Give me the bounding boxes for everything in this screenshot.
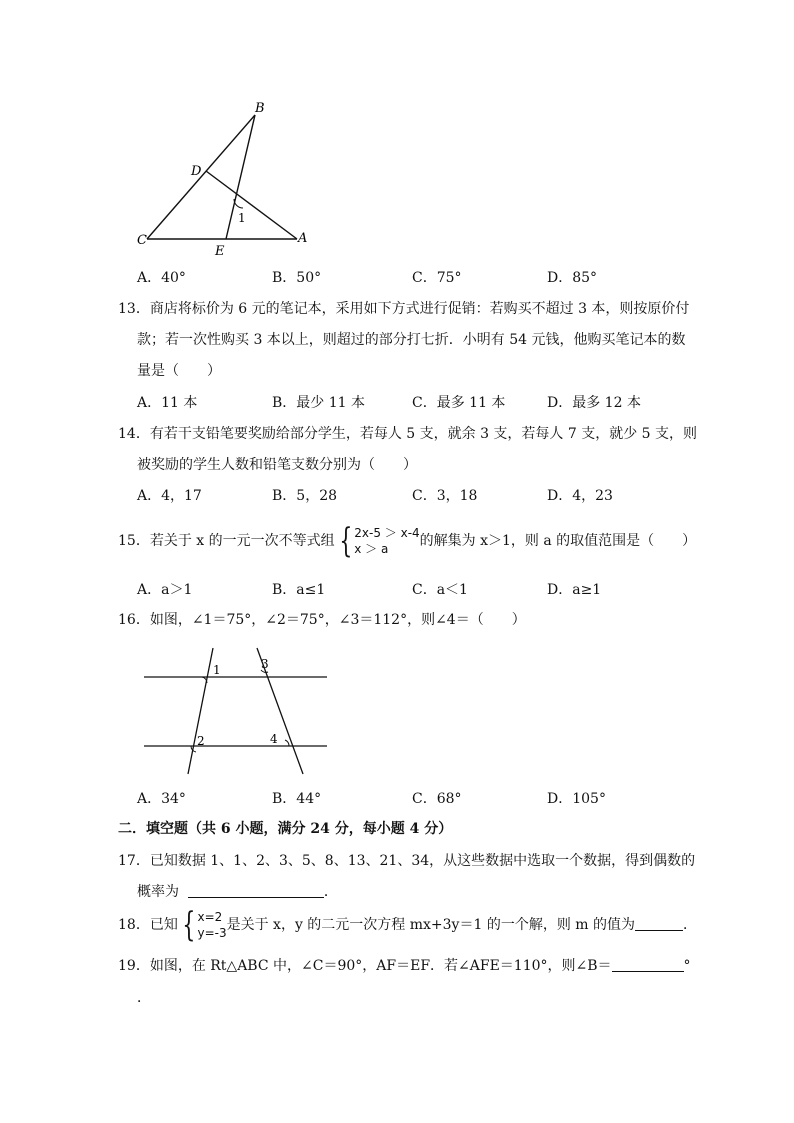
triangle-figure	[135, 95, 315, 260]
q15-option-d: D．a≥1	[547, 582, 602, 598]
q17-line-2	[137, 882, 338, 902]
label-angle-2: 2	[197, 734, 205, 748]
q16-line-1: 16．如图，∠1＝75°，∠2＝75°，∠3＝112°，则∠4＝（ ）	[118, 612, 526, 628]
q14-option-b: B．5，28	[272, 488, 338, 504]
angle-4-arc	[285, 740, 289, 746]
label-d: D	[191, 164, 202, 179]
q16-option-d: D．105°	[547, 791, 606, 807]
q15-row-2: x ＞ a	[354, 542, 389, 556]
label-b: B	[255, 101, 265, 116]
q17-end: ．	[323, 884, 338, 900]
left-transversal	[188, 648, 213, 774]
label-angle-1: 1	[213, 663, 221, 677]
q15-line	[118, 521, 696, 561]
q19-text: 19．如图，在 Rt△ABC 中，∠C＝90°，AF＝EF．若∠AFE＝110°，则∠B＝	[118, 958, 612, 974]
q18-row-1: x=2	[197, 910, 223, 924]
q13-option-d: D．最多 12 本	[547, 395, 641, 411]
q16-option-b: B．44°	[272, 791, 322, 807]
q18-prefix: 18．已知	[118, 917, 178, 933]
q13-line-3: 量是（ ）	[137, 363, 221, 379]
label-angle-1: 1	[238, 211, 246, 225]
q16-option-c: C．68°	[412, 791, 462, 807]
q12-option-c: C．75°	[412, 270, 462, 286]
q17-answer-blank[interactable]	[188, 883, 324, 898]
label-angle-3: 3	[261, 657, 269, 671]
q19-degree: °	[683, 958, 691, 974]
q18-suffix: 是关于 x，y 的二元一次方程 mx+3y＝1 的一个解，则 m 的值为	[226, 917, 635, 933]
q15-option-a: A．a＞1	[137, 582, 193, 598]
q13-option-a: A．11 本	[137, 395, 198, 411]
q14-option-a: A．4，17	[137, 488, 202, 504]
label-angle-4: 4	[270, 732, 278, 746]
q15-option-b: B．a≤1	[272, 582, 326, 598]
brace-icon: {	[338, 521, 352, 561]
label-a: A	[298, 231, 308, 246]
q12-option-a: A．40°	[137, 270, 186, 286]
line-da	[206, 171, 297, 239]
q18-end: ．	[683, 917, 697, 933]
inequality-system	[354, 525, 419, 557]
label-e: E	[215, 244, 225, 259]
q18-row-2: y=-3	[197, 926, 227, 940]
q15-suffix: 的解集为 x＞1，则 a 的取值范围是（ ）	[419, 533, 697, 549]
q13-option-c: C．最多 11 本	[412, 395, 506, 411]
q13-option-b: B．最少 11 本	[272, 395, 366, 411]
q18-answer-blank[interactable]	[635, 916, 683, 931]
q17-line-1: 17．已知数据 1、1、2、3、5、8、13、21、34，从这些数据中选取一个数据，得到偶数的	[118, 853, 696, 869]
parallel-lines-figure	[137, 644, 332, 776]
q14-option-d: D．4，23	[547, 488, 613, 504]
q19-answer-blank[interactable]	[612, 957, 684, 972]
section-2-heading: 二．填空题（共 6 小题，满分 24 分，每小题 4 分）	[118, 821, 453, 837]
q14-option-c: C．3，18	[412, 488, 478, 504]
q15-option-c: C．a＜1	[412, 582, 468, 598]
q17-prefix: 概率为	[137, 884, 179, 900]
q15-row-1: 2x-5 ＞ x-4	[354, 526, 420, 540]
q14-line-1: 14．有若干支铅笔要奖励给部分学生，若每人 5 支，就余 3 支，若每人 7 支，就少 5 支，则	[118, 426, 698, 442]
q14-line-2: 被奖励的学生人数和铅笔支数分别为（ ）	[137, 457, 417, 473]
solution-system	[197, 909, 226, 941]
label-c: C	[137, 233, 147, 248]
q13-line-2: 款；若一次性购买 3 本以上，则超过的部分打七折．小明有 54 元钱，他购买笔记本的数	[137, 332, 686, 348]
q15-prefix: 15．若关于 x 的一元一次不等式组	[118, 533, 335, 549]
brace-icon: {	[182, 905, 196, 945]
q19-line-2: ．	[137, 990, 151, 1006]
q13-line-1: 13．商店将标价为 6 元的笔记本，采用如下方式进行促销：若购买不超过 3 本，则按原价付	[118, 301, 690, 317]
q16-option-a: A．34°	[137, 791, 186, 807]
q18-line	[118, 905, 697, 945]
q12-option-b: B．50°	[272, 270, 322, 286]
q19-line-1	[118, 956, 691, 976]
q12-option-d: D．85°	[547, 270, 598, 286]
